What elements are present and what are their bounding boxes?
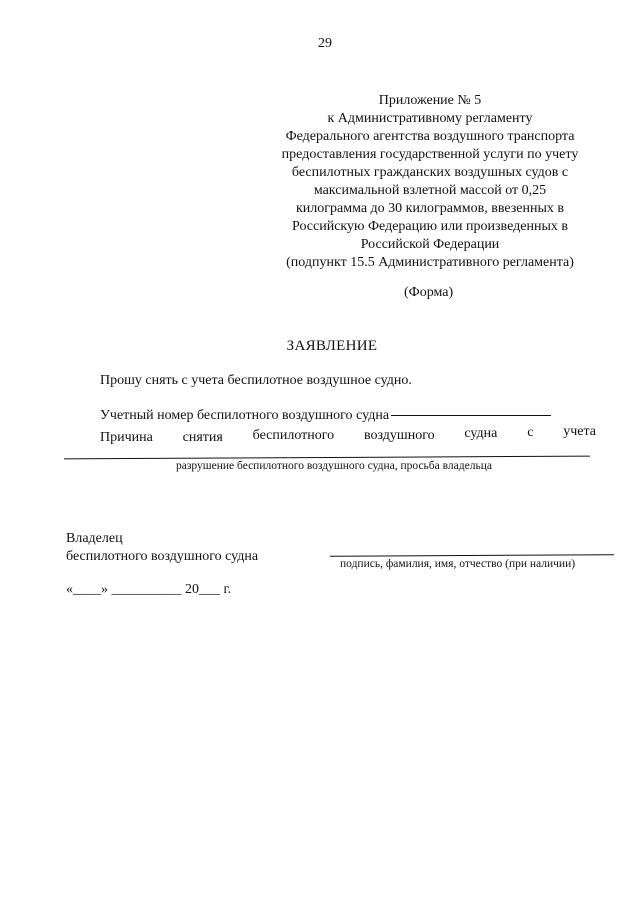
reason-word: учета [563,424,596,439]
request-text: Прошу снять с учета беспилотное воздушное судно. [100,373,412,388]
appendix-line: (подпункт 15.5 Административного регламента) [286,255,574,270]
owner-label-line: Владелец [66,531,123,546]
document-title: ЗАЯВЛЕНИЕ [286,338,378,354]
owner-label-line: беспилотного воздушного судна [66,549,259,564]
reason-hint: разрушение беспилотного воздушного судна, просьба владельца [176,460,492,472]
registration-number-row [100,408,551,424]
appendix-line: килограмма до 30 килограммов, ввезенных в [295,201,565,216]
reason-word: судна [464,426,498,441]
reason-word: беспилотного [252,428,335,443]
form-label: (Форма) [404,285,454,300]
signature-hint: подпись, фамилия, имя, отчество (при наличии) [340,558,576,570]
signature-blank-line [330,554,614,556]
appendix-line: Федерального агентства воздушного транспорта [285,129,575,144]
reason-row [100,424,596,445]
date-line: «____» __________ 20___ г. [66,582,232,597]
appendix-line: к Административному регламенту [327,111,533,126]
reason-word: снятия [182,430,223,445]
reason-word: воздушного [364,428,435,443]
registration-number-label: Учетный номер беспилотного воздушного судна [100,408,390,423]
registration-number-blank [391,415,551,416]
appendix-header [250,92,610,272]
appendix-line: максимальной взлетной массой от 0,25 [313,183,547,198]
appendix-line: Российскую Федерацию или произведенных в [292,219,568,234]
appendix-title: Приложение № 5 [378,93,482,108]
page-number: 29 [318,36,332,51]
owner-label [66,530,258,566]
reason-word: Причина [100,430,153,445]
appendix-line: беспилотных гражданских воздушных судов с [291,165,569,180]
reason-blank-line [64,456,590,460]
appendix-line: предоставления государственной услуги по учету [281,147,579,162]
appendix-line: Российской Федерации [360,237,500,252]
reason-word: с [527,425,534,440]
